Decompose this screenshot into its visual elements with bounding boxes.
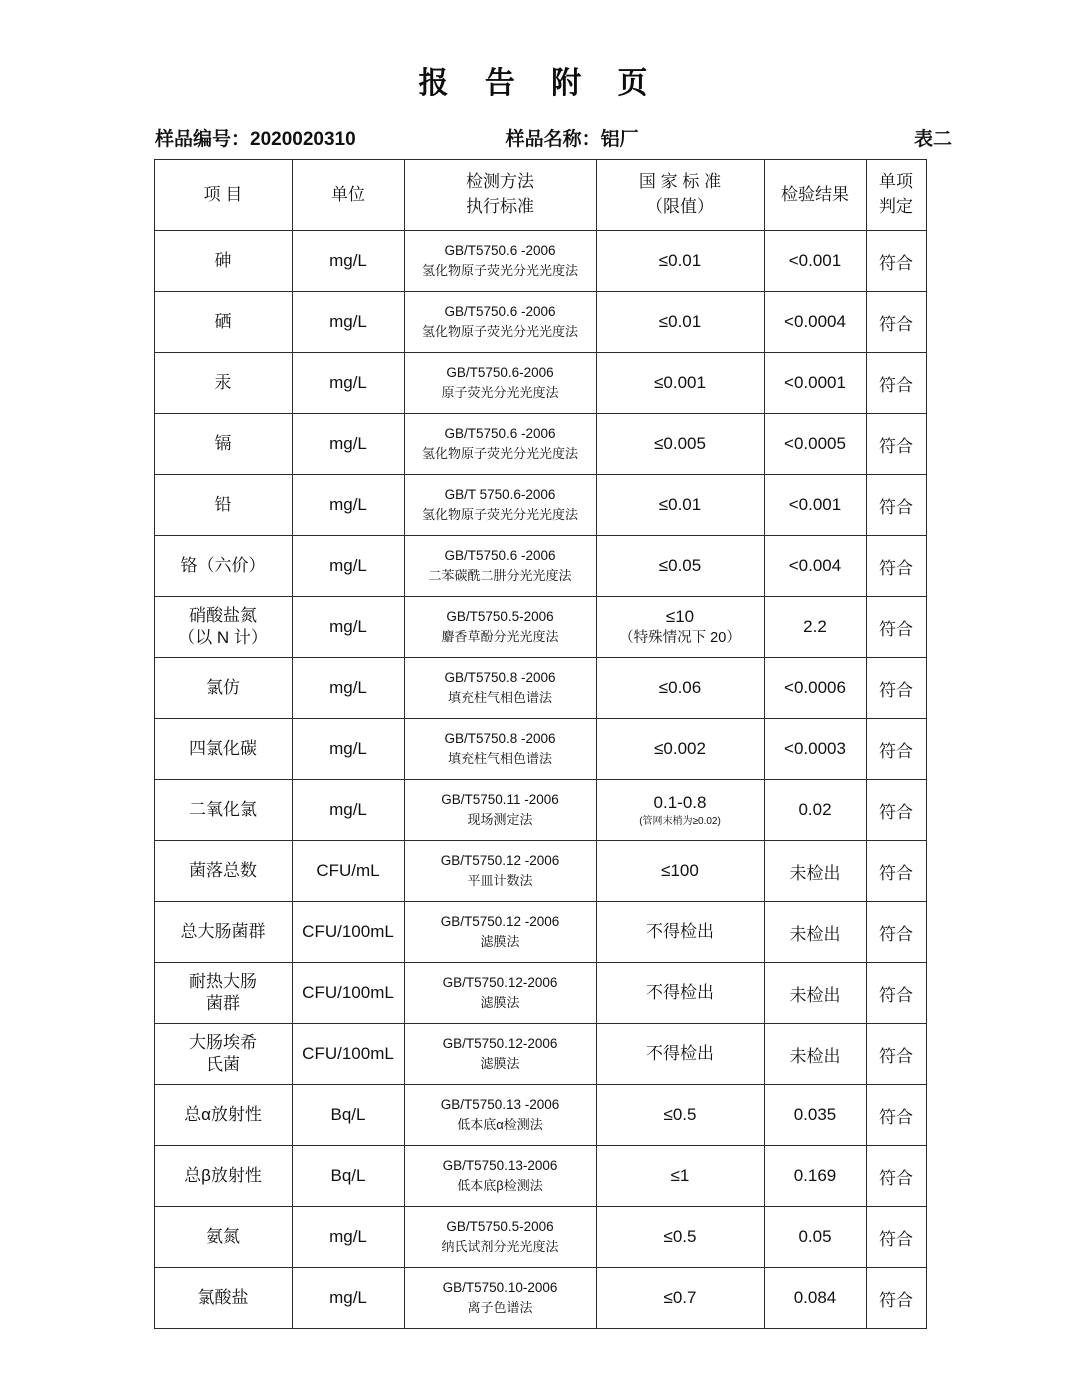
cell-item: 耐热大肠 菌群 xyxy=(154,963,292,1024)
cell-result: 0.05 xyxy=(764,1207,866,1268)
cell-item: 总β放射性 xyxy=(154,1146,292,1207)
cell-judgement: 符合 xyxy=(866,414,926,475)
cell-result: 0.035 xyxy=(764,1085,866,1146)
cell-judgement: 符合 xyxy=(866,597,926,658)
cell-judgement: 符合 xyxy=(866,902,926,963)
table-row xyxy=(154,475,926,536)
cell-standard: ≤0.01 xyxy=(596,475,764,536)
cell-item: 氨氮 xyxy=(154,1207,292,1268)
cell-method: GB/T5750.6 -2006 氢化物原子荧光分光光度法 xyxy=(404,414,596,475)
table-body xyxy=(154,231,926,1329)
cell-method: GB/T5750.12 -2006 滤膜法 xyxy=(404,902,596,963)
cell-standard: 不得检出 xyxy=(596,963,764,1024)
cell-method: GB/T5750.13 -2006 低本底α检测法 xyxy=(404,1085,596,1146)
header-standard-line2: （限值） xyxy=(646,197,714,216)
cell-result: <0.0005 xyxy=(764,414,866,475)
table-row xyxy=(154,1207,926,1268)
cell-unit: Bq/L xyxy=(292,1146,404,1207)
cell-standard: ≤100 xyxy=(596,841,764,902)
cell-item: 总大肠菌群 xyxy=(154,902,292,963)
cell-result: 0.02 xyxy=(764,780,866,841)
cell-item: 汞 xyxy=(154,353,292,414)
cell-standard: 不得检出 xyxy=(596,902,764,963)
cell-judgement: 符合 xyxy=(866,1085,926,1146)
cell-judgement: 符合 xyxy=(866,353,926,414)
cell-item: 四氯化碳 xyxy=(154,719,292,780)
cell-result: <0.001 xyxy=(764,475,866,536)
cell-unit: Bq/L xyxy=(292,1085,404,1146)
cell-method: GB/T5750.6-2006 原子荧光分光光度法 xyxy=(404,353,596,414)
cell-unit: mg/L xyxy=(292,597,404,658)
header-unit: 单位 xyxy=(292,160,404,231)
cell-standard: ≤0.5 xyxy=(596,1207,764,1268)
cell-method: GB/T5750.5-2006 麝香草酚分光光度法 xyxy=(404,597,596,658)
cell-result: 未检出 xyxy=(764,1024,866,1085)
cell-unit: mg/L xyxy=(292,1207,404,1268)
cell-result: <0.004 xyxy=(764,536,866,597)
cell-judgement: 符合 xyxy=(866,841,926,902)
table-header xyxy=(154,160,926,231)
cell-result: 2.2 xyxy=(764,597,866,658)
cell-method: GB/T 5750.6-2006 氢化物原子荧光分光光度法 xyxy=(404,475,596,536)
cell-result: <0.0004 xyxy=(764,292,866,353)
cell-standard: ≤0.002 xyxy=(596,719,764,780)
header-result: 检验结果 xyxy=(764,160,866,231)
cell-unit: mg/L xyxy=(292,1268,404,1329)
cell-method: GB/T5750.12-2006 滤膜法 xyxy=(404,1024,596,1085)
report-page xyxy=(0,58,1080,1387)
cell-judgement: 符合 xyxy=(866,719,926,780)
cell-unit: mg/L xyxy=(292,414,404,475)
cell-standard: ≤0.001 xyxy=(596,353,764,414)
header-standard-line1: 国 家 标 准 xyxy=(638,172,722,192)
table-row xyxy=(154,536,926,597)
cell-unit: CFU/100mL xyxy=(292,902,404,963)
sample-number: 样品编号：2020020310 xyxy=(155,129,356,150)
cell-method: GB/T5750.10-2006 离子色谱法 xyxy=(404,1268,596,1329)
cell-standard: ≤0.005 xyxy=(596,414,764,475)
cell-method: GB/T5750.13-2006 低本底β检测法 xyxy=(404,1146,596,1207)
cell-item: 氯仿 xyxy=(154,658,292,719)
cell-item: 铬（六价） xyxy=(154,536,292,597)
table-row xyxy=(154,719,926,780)
cell-unit: CFU/100mL xyxy=(292,1024,404,1085)
table-row xyxy=(154,841,926,902)
cell-standard: ≤0.05 xyxy=(596,536,764,597)
report-meta xyxy=(0,124,1080,151)
cell-judgement: 符合 xyxy=(866,1207,926,1268)
cell-standard: 0.1-0.8 (管网末梢为≥0.02) xyxy=(596,780,764,841)
cell-judgement: 符合 xyxy=(866,780,926,841)
table-row xyxy=(154,1024,926,1085)
cell-item: 镉 xyxy=(154,414,292,475)
cell-judgement: 符合 xyxy=(866,231,926,292)
header-judgement-line1: 单项 xyxy=(879,172,913,192)
cell-item: 硒 xyxy=(154,292,292,353)
cell-standard: ≤0.5 xyxy=(596,1085,764,1146)
cell-result: <0.0001 xyxy=(764,353,866,414)
cell-unit: mg/L xyxy=(292,353,404,414)
cell-judgement: 符合 xyxy=(866,1146,926,1207)
cell-item: 铅 xyxy=(154,475,292,536)
table-row xyxy=(154,1268,926,1329)
cell-method: GB/T5750.8 -2006 填充柱气相色谱法 xyxy=(404,658,596,719)
cell-item: 二氧化氯 xyxy=(154,780,292,841)
cell-method: GB/T5750.6 -2006 二苯碳酰二肼分光光度法 xyxy=(404,536,596,597)
cell-judgement: 符合 xyxy=(866,658,926,719)
cell-method: GB/T5750.12-2006 滤膜法 xyxy=(404,963,596,1024)
sample-name: 样品名称：铝厂 xyxy=(505,129,639,150)
header-judgement xyxy=(866,160,926,231)
cell-unit: mg/L xyxy=(292,536,404,597)
table-row xyxy=(154,1085,926,1146)
cell-standard: ≤0.01 xyxy=(596,292,764,353)
cell-method: GB/T5750.6 -2006 氢化物原子荧光分光光度法 xyxy=(404,292,596,353)
header-standard xyxy=(596,160,764,231)
cell-result: 0.084 xyxy=(764,1268,866,1329)
cell-unit: mg/L xyxy=(292,780,404,841)
cell-standard: ≤0.7 xyxy=(596,1268,764,1329)
header-method xyxy=(404,160,596,231)
header-item: 项 目 xyxy=(154,160,292,231)
cell-standard: ≤10 （特殊情况下 20） xyxy=(596,597,764,658)
table-row xyxy=(154,231,926,292)
table-row xyxy=(154,780,926,841)
header-method-line2: 执行标准 xyxy=(466,197,534,216)
cell-judgement: 符合 xyxy=(866,1268,926,1329)
standard-note: (管网末梢为≥0.02) xyxy=(639,815,721,827)
cell-result: <0.0006 xyxy=(764,658,866,719)
table-row xyxy=(154,1146,926,1207)
table-row xyxy=(154,414,926,475)
cell-unit: mg/L xyxy=(292,231,404,292)
cell-method: GB/T5750.5-2006 纳氏试剂分光光度法 xyxy=(404,1207,596,1268)
header-method-line1: 检测方法 xyxy=(466,172,534,192)
table-row xyxy=(154,658,926,719)
cell-item: 氯酸盐 xyxy=(154,1268,292,1329)
cell-unit: mg/L xyxy=(292,719,404,780)
cell-judgement: 符合 xyxy=(866,963,926,1024)
table-row xyxy=(154,353,926,414)
cell-unit: mg/L xyxy=(292,658,404,719)
cell-unit: mg/L xyxy=(292,475,404,536)
cell-method: GB/T5750.12 -2006 平皿计数法 xyxy=(404,841,596,902)
table-row xyxy=(154,292,926,353)
cell-result: 未检出 xyxy=(764,902,866,963)
cell-result: <0.0003 xyxy=(764,719,866,780)
cell-standard: ≤0.06 xyxy=(596,658,764,719)
cell-unit: CFU/100mL xyxy=(292,963,404,1024)
cell-judgement: 符合 xyxy=(866,475,926,536)
table-row xyxy=(154,963,926,1024)
cell-item: 硝酸盐氮 （以 N 计） xyxy=(154,597,292,658)
cell-judgement: 符合 xyxy=(866,1024,926,1085)
page-title: 报 告 附 页 xyxy=(418,67,662,100)
cell-item: 大肠埃希 氏菌 xyxy=(154,1024,292,1085)
cell-result: 未检出 xyxy=(764,963,866,1024)
cell-result: 未检出 xyxy=(764,841,866,902)
cell-standard: 不得检出 xyxy=(596,1024,764,1085)
cell-judgement: 符合 xyxy=(866,536,926,597)
table-number: 表二 xyxy=(913,129,952,150)
cell-judgement: 符合 xyxy=(866,292,926,353)
cell-method: GB/T5750.8 -2006 填充柱气相色谱法 xyxy=(404,719,596,780)
cell-method: GB/T5750.11 -2006 现场测定法 xyxy=(404,780,596,841)
table-row xyxy=(154,902,926,963)
table-row xyxy=(154,597,926,658)
cell-item: 砷 xyxy=(154,231,292,292)
cell-result: <0.001 xyxy=(764,231,866,292)
cell-standard: ≤1 xyxy=(596,1146,764,1207)
cell-unit: mg/L xyxy=(292,292,404,353)
cell-unit: CFU/mL xyxy=(292,841,404,902)
cell-item: 菌落总数 xyxy=(154,841,292,902)
cell-result: 0.169 xyxy=(764,1146,866,1207)
header-judgement-line2: 判定 xyxy=(879,197,913,216)
inspection-results-table xyxy=(154,159,927,1329)
cell-item: 总α放射性 xyxy=(154,1085,292,1146)
cell-standard: ≤0.01 xyxy=(596,231,764,292)
cell-method: GB/T5750.6 -2006 氢化物原子荧光分光光度法 xyxy=(404,231,596,292)
